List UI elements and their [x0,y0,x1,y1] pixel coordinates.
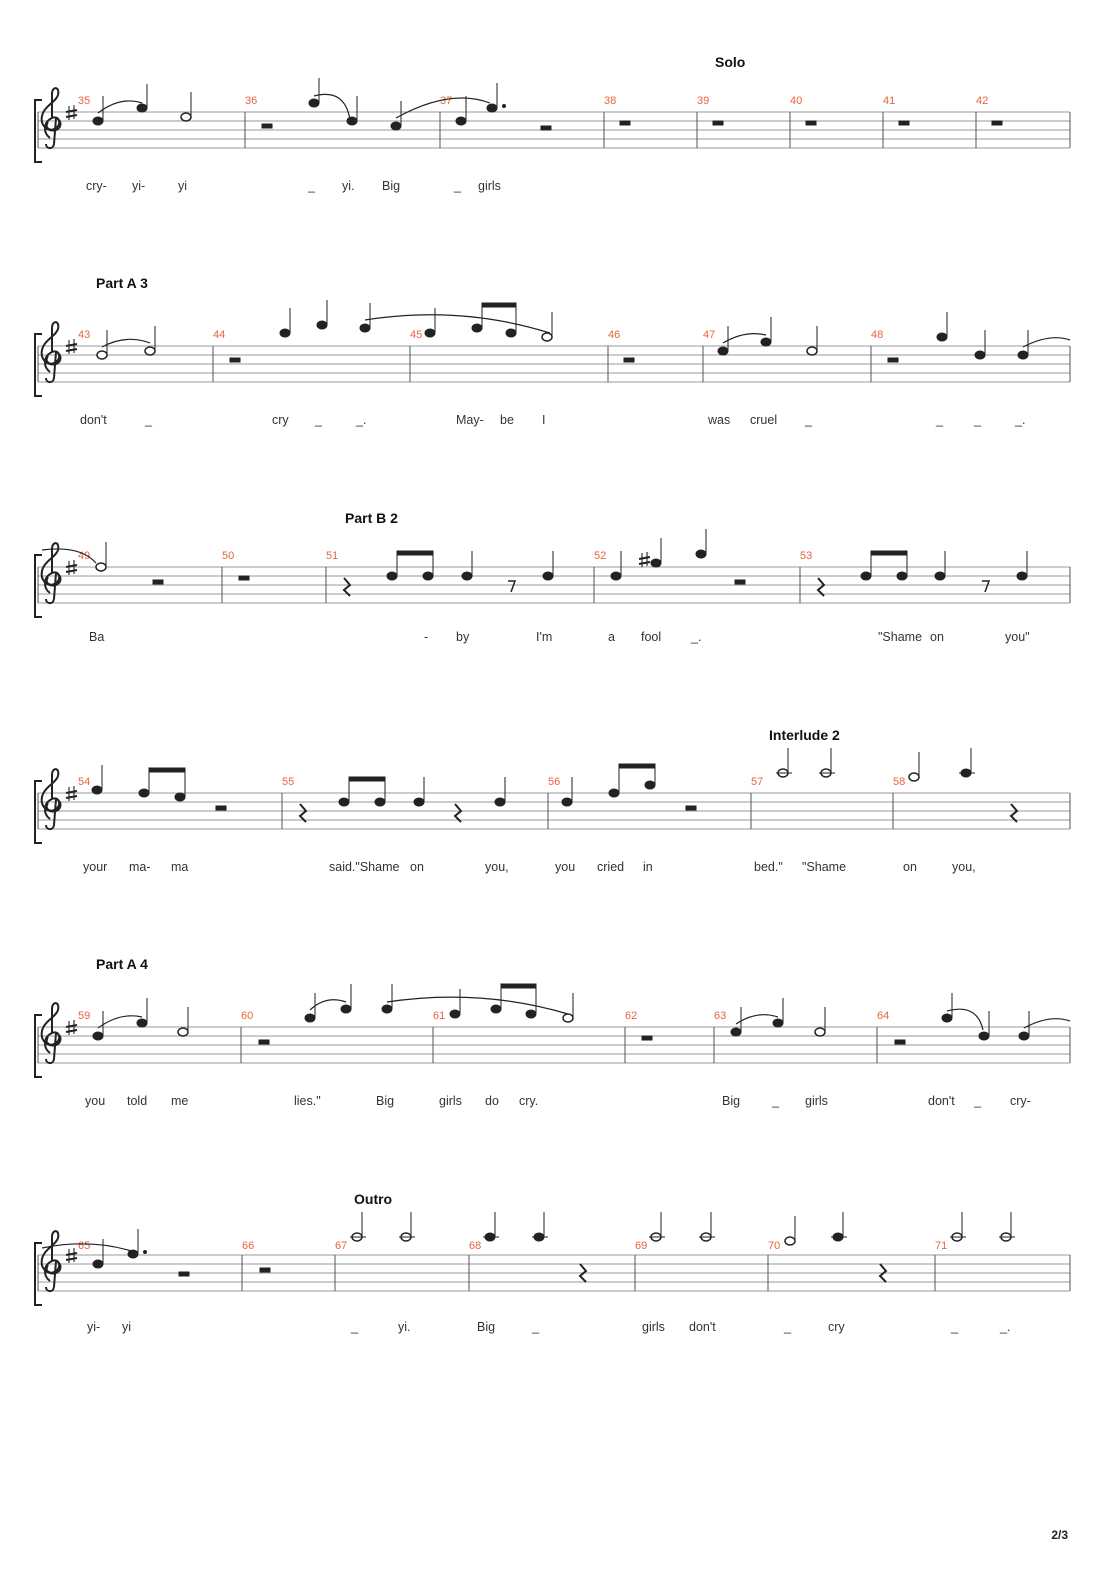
lyric-syllable: yi. [398,1320,411,1334]
sharp-icon [66,560,77,575]
measure-numbers [78,1010,889,1022]
lyric-syllable: _ [974,1094,981,1108]
measure-number: 39 [697,95,710,107]
lyric-syllable: cry [272,413,289,427]
measure-number: 54 [78,776,91,788]
measure-number: 64 [877,1010,890,1022]
lyrics [80,413,1025,427]
measure-number: 58 [893,776,906,788]
system-2 [35,275,1070,427]
notes [42,1212,1015,1282]
lyric-syllable: Big [722,1094,741,1108]
section-label: Part A 4 [96,956,148,972]
lyric-syllable: ma [171,860,189,874]
lyric-syllable: _. [691,630,702,644]
measure-number: 57 [751,776,764,788]
lyric-syllable: on [410,860,424,874]
lyric-syllable: yi- [87,1320,101,1334]
section-label: Interlude 2 [769,727,840,743]
lyric-syllable: by [456,630,470,644]
lyrics [87,1320,1010,1334]
sharp-icon [66,105,77,120]
lyrics [83,860,976,874]
measure-number: 37 [440,95,453,107]
lyric-syllable: you" [1005,630,1030,644]
measure-number: 68 [469,1240,482,1252]
measure-number: 63 [714,1010,727,1022]
system-3 [35,510,1070,644]
lyric-syllable: was [708,413,731,427]
section-label: Part B 2 [345,510,398,526]
lyric-syllable: _ [936,413,943,427]
measure-number: 35 [78,95,91,107]
lyric-syllable: in [643,860,653,874]
lyric-syllable: you, [485,860,509,874]
measure-number: 61 [433,1010,446,1022]
lyric-syllable: girls [439,1094,462,1108]
lyric-syllable: cry- [1010,1094,1031,1108]
sharp-icon [639,552,650,567]
measure-number: 36 [245,95,258,107]
lyric-syllable: girls [642,1320,665,1334]
lyric-syllable: May- [456,413,484,427]
lyrics [86,179,501,193]
lyric-syllable: on [903,860,917,874]
measure-number: 55 [282,776,295,788]
sharp-icon [66,1020,77,1035]
measure-number: 69 [635,1240,648,1252]
notes [97,300,1070,362]
lyric-syllable: "Shame [802,860,847,874]
lyric-syllable: Big [382,179,401,193]
measure-number: 45 [410,329,423,341]
lyric-syllable: _. [1015,413,1026,427]
measure-numbers [78,1240,947,1252]
lyric-syllable: told [127,1094,148,1108]
lyric-syllable: bed." [754,860,783,874]
system-5 [35,956,1070,1108]
measure-number: 66 [242,1240,255,1252]
notes [93,78,1002,130]
measure-number: 60 [241,1010,254,1022]
lyric-syllable: yi [122,1320,132,1334]
lyric-syllable: you, [952,860,976,874]
lyric-syllable: Big [376,1094,395,1108]
notes [93,984,1070,1044]
lyric-syllable: girls [478,179,501,193]
measure-number: 47 [703,329,716,341]
lyric-syllable: _ [532,1320,539,1334]
measure-number: 53 [800,550,813,562]
lyric-syllable: a [608,630,615,644]
measure-number: 71 [935,1240,948,1252]
measure-number: 43 [78,329,91,341]
page-number: 2/3 [1051,1528,1068,1542]
measure-number: 51 [326,550,339,562]
lyric-syllable: cried [597,860,625,874]
lyric-syllable: _ [784,1320,791,1334]
lyric-syllable: _ [772,1094,779,1108]
lyric-syllable: - [424,630,429,644]
lyric-syllable: _ [315,413,322,427]
measure-number: 56 [548,776,561,788]
lyric-syllable: don't [689,1320,716,1334]
measure-number: 42 [976,95,989,107]
lyric-syllable: Ba [89,630,105,644]
lyric-syllable: _ [974,413,981,427]
sharp-icon [66,1248,77,1263]
notes [42,529,1027,596]
system-6 [35,1191,1070,1334]
lyric-syllable: "Shame [878,630,923,644]
measure-number: 41 [883,95,896,107]
measure-number: 40 [790,95,803,107]
measure-number: 62 [625,1010,638,1022]
lyric-syllable: ma- [129,860,151,874]
measure-number: 52 [594,550,607,562]
sharp-icon [66,339,77,354]
measure-number: 46 [608,329,621,341]
lyric-syllable: fool [641,630,662,644]
lyric-syllable: _. [356,413,367,427]
measure-number: 44 [213,329,226,341]
system-1 [35,54,1070,193]
section-label: Solo [715,54,746,70]
measure-numbers [78,776,905,788]
lyric-syllable: you [555,860,576,874]
lyric-syllable: yi. [342,179,355,193]
lyric-syllable: _ [951,1320,958,1334]
lyric-syllable: cry- [86,179,107,193]
lyric-syllable: lies." [294,1094,321,1108]
measure-number: 59 [78,1010,91,1022]
lyric-syllable: cruel [750,413,778,427]
sharp-icon [66,786,77,801]
lyric-syllable: me [171,1094,189,1108]
lyric-syllable: _ [805,413,812,427]
lyric-syllable: your [83,860,108,874]
staff [35,1003,1070,1077]
measure-number: 50 [222,550,235,562]
measure-number: 65 [78,1240,91,1252]
lyric-syllable: don't [80,413,107,427]
lyrics [89,630,1030,644]
lyric-syllable: _ [454,179,461,193]
lyric-syllable: said."Shame [329,860,400,874]
lyric-syllable: on [930,630,944,644]
lyric-syllable: cry. [519,1094,539,1108]
lyric-syllable: you [85,1094,106,1108]
staff [35,88,1070,162]
lyric-syllable: yi- [132,179,146,193]
staff [35,1231,1070,1305]
section-label: Part A 3 [96,275,148,291]
lyric-syllable: do [485,1094,499,1108]
measure-number: 67 [335,1240,348,1252]
lyrics [85,1094,1031,1108]
lyric-syllable: _ [308,179,315,193]
lyric-syllable: girls [805,1094,828,1108]
lyric-syllable: Big [477,1320,496,1334]
lyric-syllable: I [542,413,546,427]
measure-number: 70 [768,1240,781,1252]
lyric-syllable: I'm [536,630,553,644]
measure-numbers [78,95,988,107]
measure-number: 38 [604,95,617,107]
measure-number: 48 [871,329,884,341]
lyric-syllable: _ [351,1320,358,1334]
lyric-syllable: _ [145,413,152,427]
lyric-syllable: be [500,413,514,427]
lyric-syllable: _. [1000,1320,1011,1334]
measure-number: 49 [78,550,91,562]
system-4 [35,727,1070,874]
lyric-syllable: don't [928,1094,955,1108]
lyric-syllable: cry [828,1320,845,1334]
lyric-syllable: yi [178,179,188,193]
section-label: Outro [354,1191,393,1207]
